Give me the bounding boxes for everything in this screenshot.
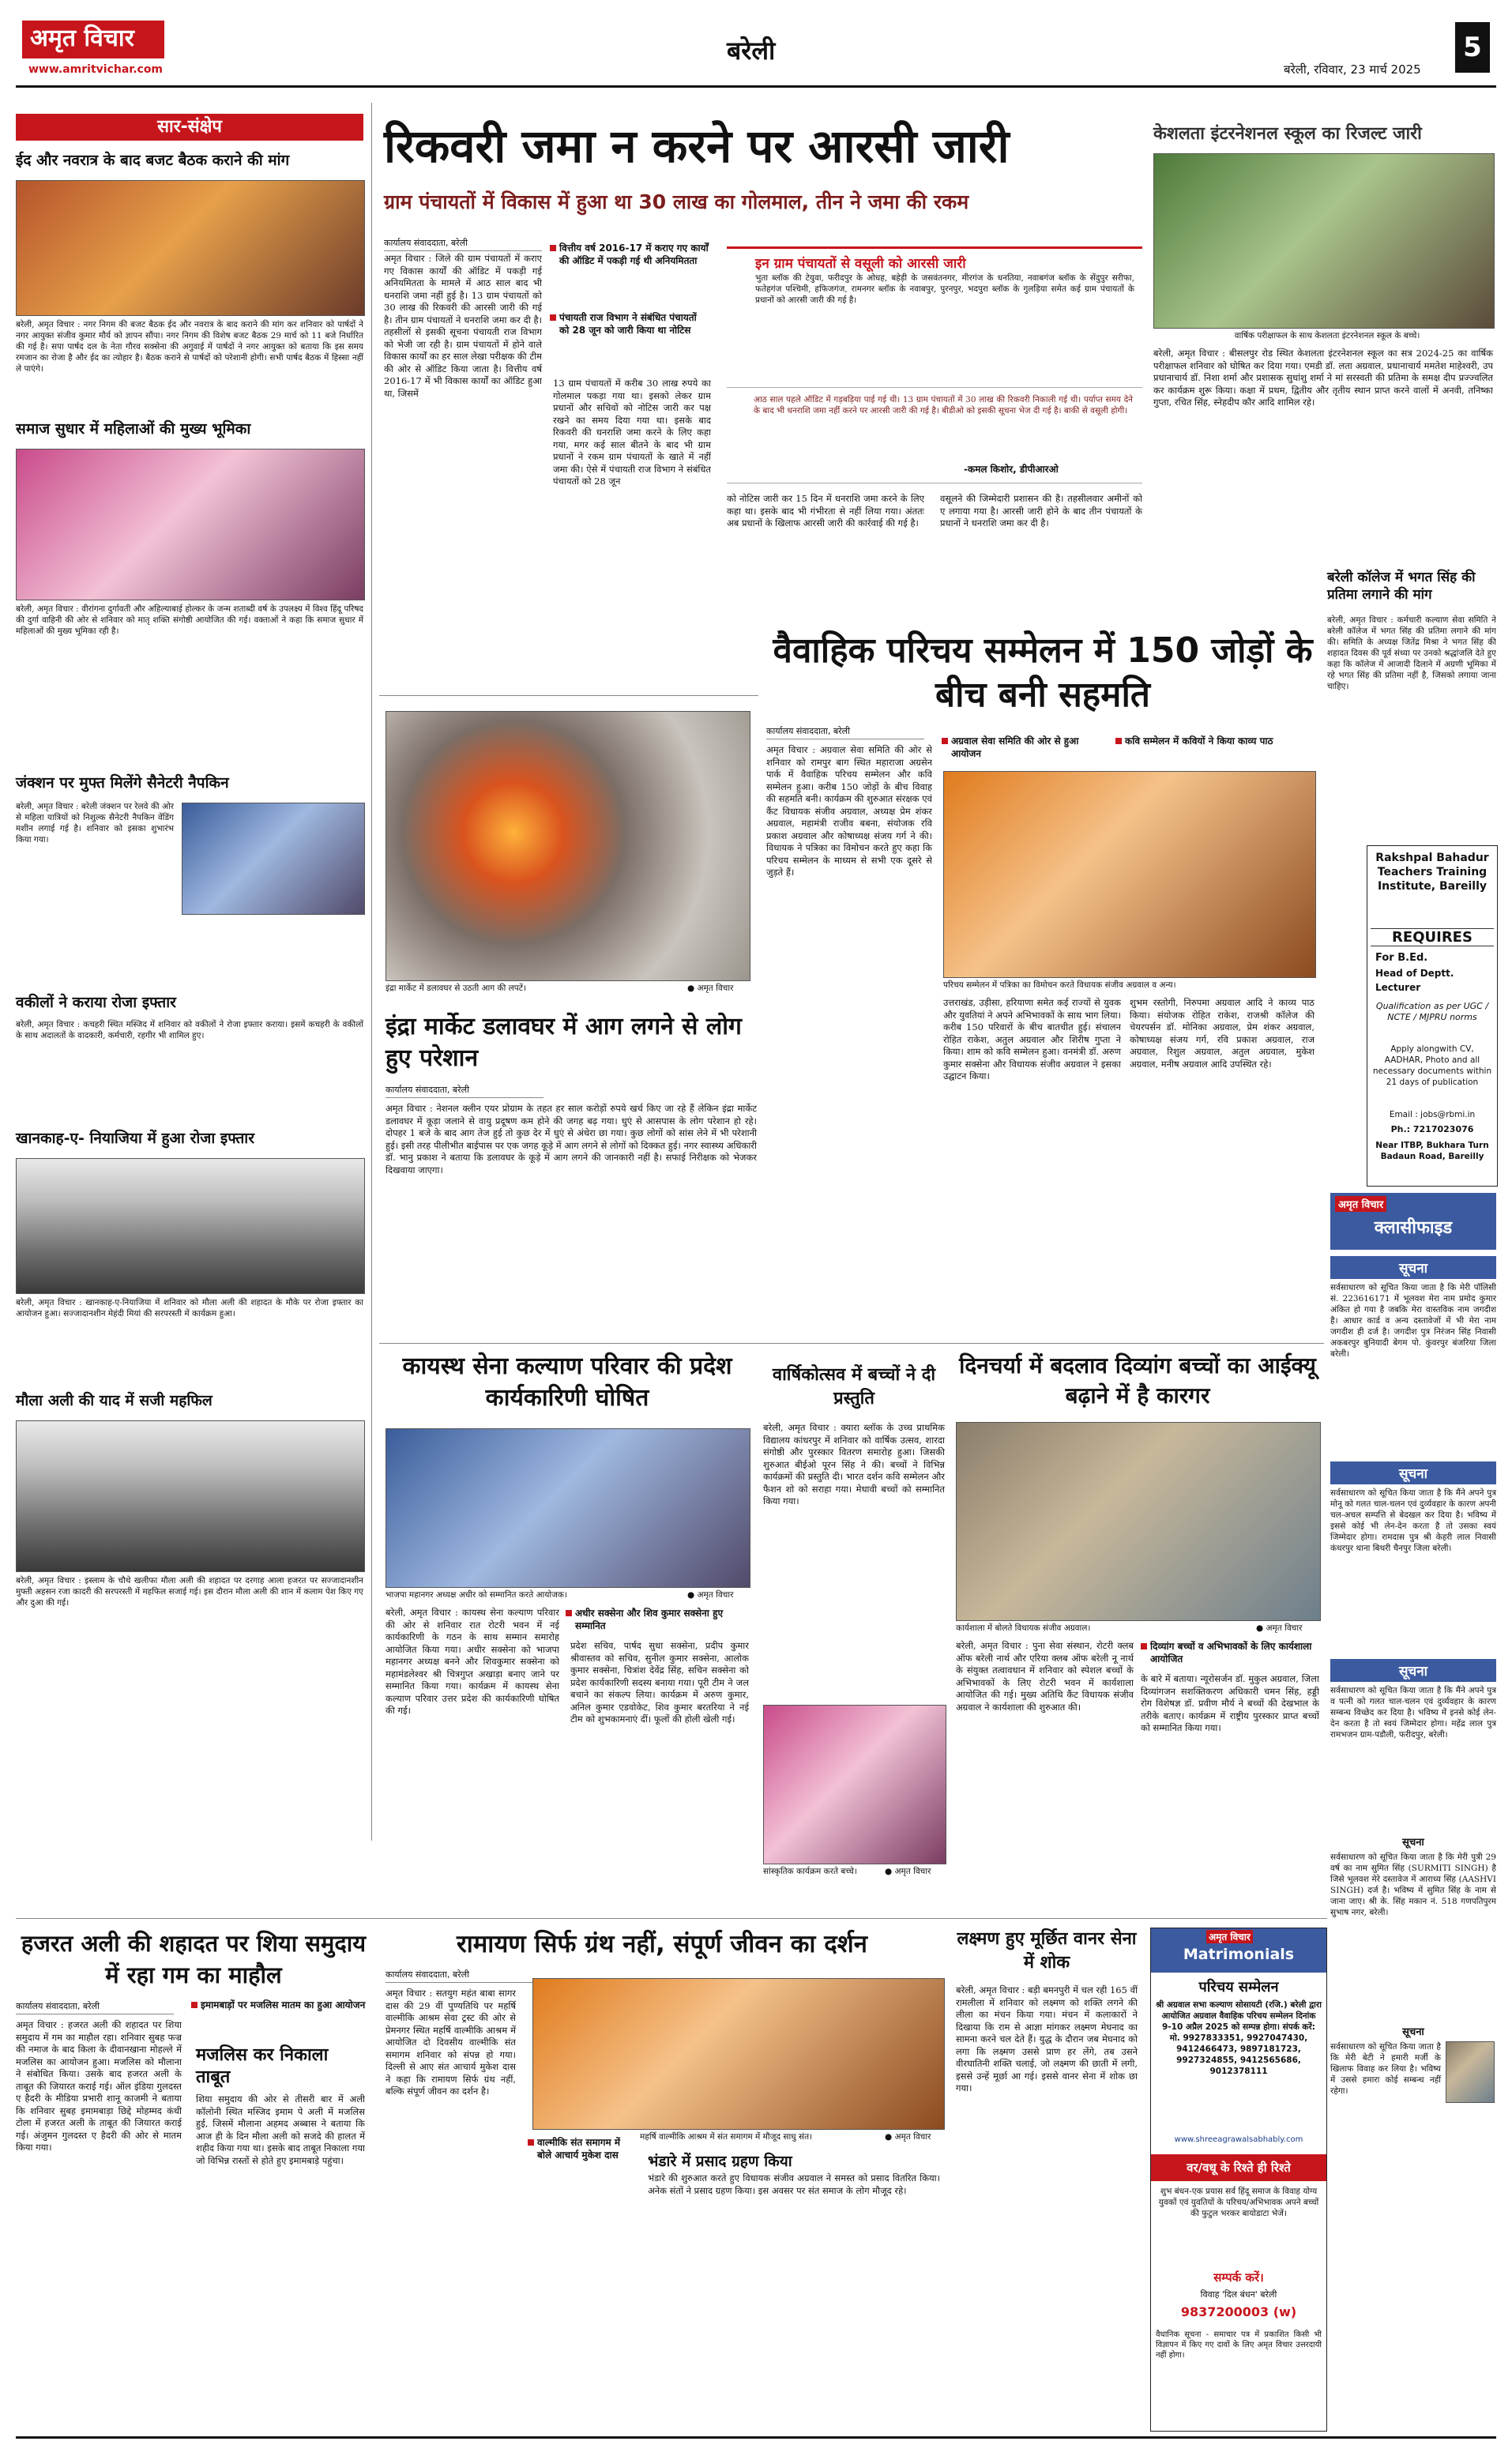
classified-header [1330, 1193, 1496, 1250]
bhagat-body: बरेली, अमृत विचार : कर्मचारी कल्याण सेवा समिति ने बरेली कॉलेज में भगत सिंह की प्रतिमा लगाने की मांग की। समिति के अध्यक्ष जितेंद्र मिश्रा ने भगत सिंह की शहादत दिवस की पूर्व संध्या पर उनको श्रद्धांजलि देते हुए कहा कि कॉलेज में आजादी दिलाने में अग्रणी भूमिका में रहे भगत सिंह की प्रतिमा नहीं है, जिसको लगाया जाना चाहिए। [1327, 615, 1496, 691]
ramayan-photo [532, 1978, 945, 2130]
marriage-caption: परिचय सम्मेलन में पत्रिका का विमोचन करते विधायक संजीव अग्रवाल व अन्य। [943, 980, 1176, 990]
lead-quote: आठ साल पहले ऑडिट में गड़बड़िया पाई गई थी। 13 ग्राम पंचायतों में 30 लाख की रिकवरी निकाली गई थी। पर्याप्त समय देने के बाद भी धनराशि जमा नहीं करने पर आरसी जारी की गई है। बीडीओ को इसकी सूचना भेज दी गई है। बाकी से वसूली होगी। [754, 395, 1133, 416]
classified-notice-text: सर्वसाधारण को सूचित किया जाता है कि मेरी बेटी ने हमारी मर्जी के खिलाफ विवाह कर लिया है। भविष्य में उससे हमारा कोई सम्बन्ध नहीं रहेगा। [1330, 2042, 1441, 2096]
classified-notice-head: सूचना [1330, 1461, 1496, 1484]
shia-box [191, 2038, 370, 2433]
school-headline: केशलता इंटरनेशनल स्कूल का रिजल्ट जारी [1153, 124, 1422, 144]
lead-body: को नोटिस जारी कर 15 दिन में धनराशि जमा करने के लिए कहा था। इसके बाद भी गंभीरता से नहीं लिया गया। अंततः अब प्रधानों के खिलाफ आरसी जारी की कार्रवाई की गई है। [727, 493, 924, 528]
ad-rakshpal-item: Lecturer [1375, 982, 1421, 993]
classified-notice-text: सर्वसाधारण को सूचित किया जाता है कि मेरी पुत्री 29 वर्ष का नाम सुमित सिंह (SURMITI SINGH) है जिसे भूलवश मेरे दस्तावेज में आराध्य सिंह (AASHVI SINGH) दर्ज है। भविष्य में सुमित सिंह के नाम से जाना जाए। श्री के. सिंह मकान नं. 518 गणपतिपुरम सुभाष नगर, बरेली। [1330, 1853, 1496, 1917]
lead-subhead: ग्राम पंचायतों में विकास में हुआ था 30 लाख का गोलमाल, तीन ने जमा की रकम [384, 190, 969, 213]
saar-item-body: बरेली, अमृत विचार : बरेली जंक्शन पर रेलवे की ओर से महिला यात्रियों को निशुल्क सैनेटरी नैपकिन वेंडिंग मशीन लगाई गई है। शनिवार को इसका शुभारंभ किया गया। [16, 802, 174, 844]
ad-parichay-text: श्री अग्रवाल सभा कल्याण सोसायटी (रजि.) बरेली द्वारा आयोजित अग्रवाल वैवाहिक परिचय सम्मेलन दिनांक 9-10 अप्रैल 2025 को सम्पन्न होगा। संपर्क करें: मो. 9927833351, 9927047430, 9412466473, 9897181723, 9927324855, 9412565686, 9012378111 [1156, 2000, 1322, 2076]
classified-notice-head: सूचना [1330, 1256, 1496, 1279]
ad-rakshpal-name: Rakshpal Bahadur Teachers Training Institute, Bareilly [1375, 852, 1489, 893]
ad-rakshpal-apply: Apply alongwith CV, AADHAR, Photo and all necessary documents within 21 days of publication [1372, 1044, 1492, 1087]
ad-disclaimer: वैधानिक सूचना - समाचार पत्र में प्रकाशित किसी भी विज्ञापन में किए गए दावों के लिए अमृत विचार उत्तरदायी नहीं होगा। [1156, 2330, 1322, 2360]
saar-column [16, 95, 363, 1920]
section-rule [16, 1918, 1327, 1919]
marriage-byline: कार्यालय संवाददाता, बरेली [766, 725, 924, 739]
annual-credit: ● अमृत विचार [885, 1867, 931, 1876]
divyang-photo [956, 1422, 1321, 1621]
lead-body: 13 ग्राम पंचायतों में करीब 30 लाख रुपये का गोलमाल पकड़ा गया था। इसको लेकर ग्राम प्रधानों और सचिवों को नोटिस जारी कर पक्ष रखने का समय दिया गया था। इसके बाद रिकवरी की धनराशि जमा करने के लिए कहा गया, मगर कई साल बीतने के बाद भी ग्राम प्रधानों ने रकम ग्राम पंचायतों के खाते में नहीं जमा की। ऐसे में पंचायती राज विभाग ने संबंधित पंचायतों को 28 जून [553, 378, 711, 487]
masthead-city: बरेली [727, 36, 776, 66]
lead-point: पंचायती राज विभाग ने संबंधित पंचायतों को 28 जून को जारी किया था नोटिस [559, 311, 709, 337]
bhagat-headline: बरेली कॉलेज में भगत सिंह की प्रतिमा लगाने की मांग [1327, 570, 1476, 603]
marriage-body: अमृत विचार : अग्रवाल सेवा समिति की ओर से शनिवार को रामपुर बाग स्थित महाराजा अग्रसेन पार्क में वैवाहिक परिचय सम्मेलन और कवि सम्मेलन हुआ। करीब 150 जोड़ों के बीच विवाह की सहमति बनी। कार्यक्रम की शुरुआत संरक्षक एवं कैंट विधायक संजीव अग्रवाल, अध्यक्ष प्रेम शंकर अग्रवाल, महामंत्री राजीव बबना, संयोजक रवि प्रकाश अग्रवाल और कोषाध्यक्ष संजय गर्ग ने की। विधायक ने पत्रिका का विमोचन करते हुए कहा कि परिचय सम्मेलन के माध्यम से सभी एक दूसरे से जुड़ते हैं। [766, 744, 932, 878]
marriage-body: शुभम रस्तोगी, निरुपमा अग्रवाल आदि ने काव्य पाठ किया। संयोजक रोहित राकेश, राजश्री कॉलेज की चेयरपर्सन डॉ. मोनिका अग्रवाल, प्रेम शंकर अग्रवाल, कोषाध्यक्ष संजय गर्ग, रवि प्रकाश अग्रवाल, राज अग्रवाल, रिशुल अग्रवाल, अतुल अग्रवाल, मुकेश अग्रवाल, मनीष अग्रवाल आदि उपस्थित रहे। [1130, 997, 1315, 1070]
saar-item-title: मौला अली की याद में सजी महफिल [16, 1392, 213, 1409]
lead-point: वित्तीय वर्ष 2016-17 में कराए गए कार्यों की ऑडिट में पकड़ी गई थी अनियमितता [559, 243, 709, 266]
ad-phone[interactable]: 9837200003 (w) [1180, 2304, 1297, 2319]
section-rule [379, 695, 758, 696]
lead-quote-author: -कमल किशोर, डीपीआरओ [964, 464, 1059, 475]
ad-sampark: सम्पर्क करें। [1213, 2270, 1264, 2285]
ad-parichay-website[interactable]: www.shreeagrawalsabhably.com [1174, 2135, 1303, 2144]
ramayan-caption: महर्षि वाल्मीकि आश्रम में संत समागम में मौजूद साधु संत। [640, 2132, 813, 2142]
ramayan-headline: रामायण सिर्फ ग्रंथ नहीं, संपूर्ण जीवन का दर्शन [457, 1930, 867, 1958]
ad-matrimonial[interactable] [1150, 1928, 1327, 2432]
section-rule [379, 1343, 1324, 1344]
ad-rakshpal-email[interactable]: Email : jobs@rbmi.in [1389, 1110, 1476, 1119]
ramayan-bhandara-title: भंडारे में प्रसाद ग्रहण किया [648, 2153, 792, 2170]
masthead-website[interactable]: www.amritvichar.com [28, 63, 164, 76]
classified-notice-text: सर्वसाधारण को सूचित किया जाता है कि मैंने अपने पुत्र मोनू को गलत चाल-चलन एवं दुर्व्यवहार के कारण अपनी चल-अचल सम्पत्ति से बेदखल कर दिया है। भविष्य में इससे कोई भी लेन-देन करता है तो उसका स्वयं जिम्मेदार होगा। रामदास पुत्र श्री केहरी लाल निवासी कंधरपुर थाना बिथरी चैनपुर जिला बरेली। [1330, 1488, 1496, 1553]
annual-body: बरेली, अमृत विचार : क्यारा ब्लॉक के उच्च प्राथमिक विद्यालय कांधरपुर में शनिवार को वार्षिक उत्सव, शारदा संगोष्ठी और पुरस्कार वितरण समारोह हुआ। जिसकी शुरुआत बीईओ पूरन सिंह ने की। बच्चों ने विभिन्न कार्यक्रमों की प्रस्तुति दी। भारत दर्शन कवि सम्मेलन और फैशन शो को सराहा गया। मेधावी बच्चों को सम्मानित किया गया। [763, 1422, 945, 1506]
ad-matrimonial-brand: अमृत विचार [1206, 1930, 1253, 1943]
marriage-point: कवि सम्मेलन में कवियों ने किया काव्य पाठ [1125, 735, 1299, 747]
dumping-caption: इंद्रा मार्केट में डलावघर से उठती आग की लपटें। [386, 984, 527, 993]
classified-notice-photo [1446, 2041, 1495, 2103]
masthead-page-number: 5 [1455, 22, 1490, 73]
ad-rakshpal-item: Head of Deptt. [1375, 968, 1454, 979]
saar-item-body: बरेली, अमृत विचार : वीरांगना दुर्गावती और अहिल्याबाई होल्कर के जन्म शताब्दी वर्ष के उपलक्ष्य में विश्व हिंदू परिषद की दुर्गा वाहिनी की ओर से शनिवार को मातृ शक्ति संगोष्ठी आयोजित की गई। वक्ताओं ने कहा कि समाज सुधार में महिलाओं की मुख्य भूमिका रही है। [16, 604, 363, 636]
divyang-body: बरेली, अमृत विचार : पुना सेवा संस्थान, रोटरी क्लब ऑफ बरेली नार्थ और एरिया क्लब ऑफ बरेली नू नार्थ के संयुक्त तत्वावधान में शनिवार को स्पेशल बच्चों के अभिभावकों के लिए रोटरी भवन में कार्यशाला आयोजित की गई। मुख्य अतिथि कैंट विधायक संजीव अग्रवाल ने कार्यशाला की शुरुआत की। [956, 1640, 1134, 1713]
lead-headline: रिकवरी जमा न करने पर आरसी जारी [384, 119, 1010, 173]
ad-rakshpal-qual: Qualification as per UGC / NCTE / MJPRU norms [1375, 1001, 1489, 1022]
shia-point: इमामबाड़ों पर मजलिस मातम का हुआ आयोजन [201, 1999, 368, 2011]
ramayan-bhandara-text: भंडारे की शुरुआत करते हुए विधायक संजीव अग्रवाल ने समस्त को प्रसाद वितरित किया। अनेक संतों ने प्रसाद ग्रहण किया। इस अवसर पर संत समाज के लोग मौजूद रहे। [648, 2172, 940, 2196]
kayastha-body: बरेली, अमृत विचार : कायस्थ सेना कल्याण परिवार की ओर से शनिवार रात रोटरी भवन में नई कार्यकारिणी के गठन के साथ सम्मान समारोह आयोजित किया गया। अधीर सक्सेना को भाजपा महानगर अध्यक्ष बनने और शिवकुमार सक्सेना को महामंडलेश्वर श्री चित्रगुप्त अखाड़ा बनाए जाने पर सम्मानित किया गया। कार्यक्रम में कायस्थ सेना कल्याण परिवार उत्तर प्रदेश की कार्यकारिणी घोषित की गई। [386, 1607, 559, 1716]
saar-item-body-extra [16, 921, 363, 984]
lakshman-body: बरेली, अमृत विचार : बड़ी बमनपुरी में चल रही 165 वीं रामलीला में शनिवार को लक्ष्मण को शक्ति लगने की लीला का मंचन किया गया। मंचन में कलाकारों ने दिखाया कि राम से आज्ञा मांगकर लक्ष्मण मेघनाद का सामना करने चल देते हैं। युद्ध के दौरान जब मेघनाद को लगा कि लक्ष्मण उससे प्राण हर लेंगे, तब उसने वीरघातिनी शक्ति चलाई, जो लक्ष्मण की छाती में लगी, इससे उन्हें मूर्छा आ गई। इससे वानर सेना में शोक छा गया। [956, 1984, 1138, 2093]
ad-matrimonial-header [1151, 1928, 1326, 1973]
kayastha-photo [386, 1428, 750, 1588]
bhagat-box [1327, 569, 1496, 837]
saar-item-photo [16, 449, 365, 600]
shia-byline: कार्यालय संवाददाता, बरेली [16, 2000, 174, 2014]
divyang-headline: दिनचर्या में बदलाव दिव्यांग बच्चों का आईक्यू बढ़ाने में है कारगर [959, 1352, 1316, 1409]
shia-box-text: शिया समुदाय की ओर से तीसरी बार में अली कॉलोनी स्थित मस्जिद इमाम पे अली में मजलिस हुई, जिसमें मौलाना अहमद अब्बास ने बताया कि आज ही के दिन मौला अली को सजदे की हालत में शहीद किया गया था। इसके बाद ताबूत निकाला गया जो विभिन्न रास्तों से होते हुए इमामबाड़े पहुंचा। [196, 2093, 365, 2166]
classified-notice-text: सर्वसाधारण को सूचित किया जाता है कि मैंने अपने पुत्र व पत्नी को गलत चाल-चलन एवं दुर्व्यवहार के कारण सम्बन्ध विच्छेद कर दिया है। भविष्य में इनसे कोई लेन-देन करता है तो स्वयं जिम्मेदार होगा। महेंद्र लाल पुत्र रामभजन ग्राम-पडौली, फरीदपुर, बरेली। [1330, 1686, 1496, 1740]
classified-notice-head: सूचना [1402, 1837, 1424, 1849]
saar-item-body: बरेली, अमृत विचार : कचहरी स्थित मस्जिद में शनिवार को वकीलों ने रोजा इफ्तार कराया। इसमें कचहरी के वकीलों के साथ अदालतों के वादकारी, कर्मचारी, रहगीर भी शामिल हुए। [16, 1020, 363, 1040]
dumping-headline: इंद्रा मार्केट डलावघर में आग लगने से लोग हुए परेशान [386, 1013, 742, 1072]
lakshman-headline: लक्ष्मण हुए मूर्छित वानर सेना में शोक [957, 1929, 1137, 1973]
footer-rule [16, 2436, 1496, 2439]
ramayan-byline: कार्यालय संवाददाता, बरेली [386, 1969, 543, 1983]
marriage-point: अग्रवाल सेवा समिति की ओर से हुआ आयोजन [951, 735, 1109, 760]
saar-item-title: जंक्शन पर मुफ्त मिलेंगे सैनेटरी नैपकिन [16, 774, 229, 792]
lead-body: वसूलने की जिम्मेदारी प्रशासन की है। तहसीलवार अमीनों को ए लगाया गया है। आरसी जारी होने के बाद तीन पंचायतों के प्रधानों ने धनराशि जमा कर दी है। [940, 493, 1142, 528]
saar-item-title: समाज सुधार में महिलाओं की मुख्य भूमिका [16, 420, 251, 438]
ad-rakshpal-for: For B.Ed. [1375, 952, 1428, 964]
ad-var-title: वर/वधू के रिश्ते ही रिश्ते [1151, 2154, 1326, 2181]
kayastha-headline: कायस्थ सेना कल्याण परिवार की प्रदेश कार्यकारिणी घोषित [402, 1352, 732, 1412]
classified-title: क्लासीफाइड [1374, 1218, 1453, 1238]
divyang-point: दिव्यांग बच्चों व अभिभावकों के लिए कार्यशाला आयोजित [1150, 1640, 1318, 1665]
classified-column [1330, 1193, 1496, 2425]
classified-notice [1330, 1833, 1496, 2014]
ad-rakshpal-address: Near ITBP, Bukhara Turn Badaun Road, Bareilly [1375, 1141, 1489, 1161]
saar-item-photo [182, 803, 365, 915]
lead-box-text: भुता ब्लॉक की टेयुवा, फरीदपुर के ओधह, बहेड़ी के जसवंतनगर, मीरगंज के धनतिया, नवाबगंज ब्लॉक के सेंदुपुर सरीफा, फतेहगंज पश्चिमी, हफिजगंज, रामनगर ब्लॉक के नवाबपुर, पुरनपुर, भदपुरा ब्लॉक के गुलड़िया समेत कई ग्राम पंचायतों के प्रधानों को आरसी जारी की गई है। [755, 273, 1134, 305]
kayastha-point: अधीर सक्सेना और शिव कुमार सक्सेना हुए सम्मानित [575, 1607, 747, 1632]
lead-body: अमृत विचार : जिले की ग्राम पंचायतों में कराए गए विकास कार्यों की ऑडिट में पकड़ी गई अनियमितता के मामले में आठ साल बाद भी धनराशि जमा नहीं हुई है। 13 ग्राम पंचायतों को 30 लाख की रिकवरी की आरसी जारी की गई है। तीन ग्राम पंचायतों ने धनराशि जमा कर दी है। तहसीलों से इसकी सूचना पंचायती राज विभाग को भेजी जा रही है। ग्राम पंचायतों में होने वाले विकास कार्यों का हर साल लेखा परीक्षक की टीम की ओर से ऑडिट किया जाता है। वित्तीय वर्ष 2016-17 में भी विकास कार्यों का ऑडिट हुआ था, जिसमें [384, 253, 542, 399]
ramayan-point: वाल्मीकि संत समागम में बोले आचार्य मुकेश दास [537, 2136, 632, 2161]
classified-notice [1330, 1256, 1496, 1454]
saar-item-title: खानकाह-ए- नियाजिया में हुआ रोजा इफ्तार [16, 1130, 255, 1147]
dumping-photo [386, 711, 750, 981]
kayastha-body: प्रदेश सचिव, पार्षद सुधा सक्सेना, प्रदीप कुमार श्रीवास्तव को सचिव, सुनील कुमार सक्सेना, आलोक कुमार सक्सेना, चित्रांश देवेंद्र सिंह, सचिन सक्सेना को प्रदेश कार्यकारिणी सदस्य बनाया गया। पूरी टीम ने जल बचाने का संकल्प लिया। कार्यक्रम में अरुण कुमार, अनिल कुमार एडवोकेट, शिव कुमार बरतरिया ने नई टीम को शुभकामनाएं दीं। फूलों की होली खेली गई। [570, 1640, 749, 1725]
saar-item-photo [16, 180, 365, 316]
masthead-dateline: बरेली, रविवार, 23 मार्च 2025 [1284, 62, 1421, 77]
shia-body: अमृत विचार : हजरत अली की शहादत पर शिया समुदाय में गम का माहौल रहा। शनिवार सुबह फज्र की नमाज के बाद किला के दीवानखाना मोहल्ले में मजलिस का आयोजन हुआ। मजलिस को मौलाना ने संबोधित किया। उसके बाद हजरत अली के ताबूत की जियारत कराई गई। ऑल इंडिया गुलदस्त ए हैदरी के मीडिया प्रभारी शानू काजमी ने बताया कि शनिवार सुबह इमामबाड़ा छिद्दे मोहम्मद कंधी टोला में हजरत अली के ताबूत की जियारत कराई गई। अंजुमन गुलदस्त ए हैदरी की ओर से मातम किया गया। [16, 2019, 182, 2153]
masthead [0, 0, 1512, 93]
saar-item-body: बरेली, अमृत विचार : खानकाह-ए-नियाजिया में शनिवार को मौला अली की शहादत के मौके पर रोजा इफ्तार का आयोजन हुआ। सज्जादानशीन मेहंदी मियां की सरपरस्ती में कार्यक्रम हुआ। [16, 1298, 363, 1318]
ramayan-credit: ● अमृत विचार [885, 2132, 931, 2142]
kayastha-caption: भाजपा महानगर अध्यक्ष अधीर को सम्मानित करते आयोजक। [386, 1590, 567, 1600]
school-body: बरेली, अमृत विचार : बीसलपुर रोड स्थित केशलता इंटरनेशनल स्कूल का सत्र 2024-25 का वार्षिक परीक्षाफल शनिवार को घोषित कर दिया गया। एमडी डॉ. लता अग्रवाल, प्रधानाचार्य ममतेश माहेश्वरी, उप प्रधानाचार्य डॉ. निशा शर्मा और प्रशासक सुधांशु शर्मा ने मां सरस्वती की प्रतिमा के समक्ष दीप प्रज्ज्वलित कर कार्यक्रम शुरू किया। कक्षा में प्रथम, द्वितीय और तृतीय स्थान प्राप्त करने वालों में अनवी, तनिष्का गुप्ता, रचित सिंह, स्नेहदीप कौर आदि शामिल रहे। [1153, 348, 1493, 408]
lead-box-title: इन ग्राम पंचायतों से वसूली को आरसी जारी [755, 256, 966, 272]
saar-item-title: वकीलों ने कराया रोजा इफ्तार [16, 994, 176, 1011]
ramayan-body: अमृत विचार : सतयुग महंत बाबा सागर दास की 29 वीं पुण्यतिथि पर महर्षि वाल्मीकि आश्रम सेवा ट्रस्ट की ओर से प्रेमनगर स्थित महर्षि वाल्मीकि आश्रम में आयोजित दो दिवसीय वाल्मीकि संत समागम शनिवार को संपन्न हो गया। दिल्ली से आए संत आचार्य मुकेश दास ने कहा कि रामायण सिर्फ ग्रंथ नहीं, बल्कि संपूर्ण जीवन का दर्शन है। [386, 1988, 516, 2097]
marriage-headline: वैवाहिक परिचय सम्मेलन में 150 जोड़ों के बीच बनी सहमति [773, 630, 1313, 715]
marriage-body: उत्तराखंड, उड़ीसा, हरियाणा समेत कई राज्यों से युवक और युवतियां ने अपने अभिभावकों के साथ भाग लिया। करीब 150 परिवारों के बीच बातचीत हुई। संचालन रोहित राकेश, अतुल अग्रवाल और शिरीष गुप्ता ने किया। शाम को कवि सम्मेलन हुआ। वनमंत्री डॉ. अरुण कुमार सक्सेना और विधायक संजीव अग्रवाल ने इसका उद्घाटन किया। [943, 997, 1121, 1081]
divyang-caption: कार्यशाला में बोलते विधायक संजीव अग्रवाल। [956, 1623, 1091, 1633]
saar-section-label: सार-संक्षेप [16, 114, 363, 141]
classified-notice [1330, 2022, 1496, 2133]
shia-headline: हजरत अली की शहादत पर शिया समुदाय में रहा गम का माहौल [21, 1930, 367, 1988]
saar-item-title: ईद और नवरात्र के बाद बजट बैठक कराने की मांग [16, 152, 290, 169]
school-photo [1153, 153, 1495, 329]
marriage-photo [943, 771, 1316, 978]
ad-rakshpal-phone[interactable]: Ph.: 7217023076 [1390, 1124, 1474, 1134]
dumping-body: अमृत विचार : नेशनल क्लीन एयर प्रोग्राम के तहत हर साल करोड़ों रुपये खर्च किए जा रहे हैं लेकिन इंद्रा मार्केट डलावघर में कूड़ा जलाने से वायु प्रदूषण कम होने की जगह बढ़ गया। धुएं से आसपास के लोग परेशान हो रहे। दोपहर 1 बजे के बाद आग तेज हुई तो कुछ देर में धुएं से अंधेरा छा गया। कुछ लोगों को सांस लेने में भी परेशानी हुई। इसी तरह पीलीभीत बाईपास पर एक जगह कूड़े में आग लगने से लोगों को दिक्कत हुई। नगर स्वास्थ्य अधिकारी डॉ. भानु प्रकाश ने बताया कि डलावघर के कूड़े में आग लगने की जानकारी नहीं है। सफाई निरीक्षक को भेजकर दिखवाया जाएगा। [386, 1103, 757, 1175]
dumping-byline: कार्यालय संवाददाता, बरेली [386, 1084, 543, 1098]
shia-box-title: मजलिस कर निकाला ताबूत [196, 2045, 329, 2087]
masthead-brand: अमृत विचार [30, 24, 134, 52]
ad-matrimonial-title: Matrimonials [1183, 1946, 1295, 1963]
annual-headline: वार्षिकोत्सव में बच्चों ने दी प्रस्तुति [772, 1365, 936, 1409]
masthead-rule [16, 85, 1496, 88]
saar-item-body: बरेली, अमृत विचार : इस्लाम के चौथे खलीफा मौला अली की शहादत पर दरगाह आला हजरत पर सज्जादानशीन मुफ्ती अहसन रजा कादरी की सरपरस्ती में महफिल सजाई गई। इस दौरान मौला अली की शान में कलाम पेश किए गए और दुआ की गई। [16, 1576, 363, 1608]
classified-notice [1330, 1659, 1496, 1825]
classified-notice-head: सूचना [1402, 2026, 1424, 2038]
saar-item-photo [16, 1158, 365, 1294]
classified-notice-text: सर्वसाधारण को सूचित किया जाता है कि मेरी पॉलिसी सं. 223616171 में भूलवश मेरा नाम प्रमोद कुमार अंकित हो गया है जबकि मेरा वास्तविक नाम जगदीश है। आधार कार्ड व अन्य दस्तावेजों में भी मेरा नाम जगदीश ही दर्ज है। जगदीश पुत्र निरंजन सिंह निवासी अकबरपुर बुनियादी बेगम पो. कुंवरपुर बंजरिया जिला बरेली। [1330, 1283, 1496, 1359]
dumping-credit: ● अमृत विचार [687, 984, 734, 993]
annual-photo [763, 1705, 946, 1864]
annual-caption: सांस्कृतिक कार्यक्रम करते बच्चे। [763, 1867, 857, 1876]
ad-rakshpal[interactable] [1367, 845, 1498, 1187]
lead-quote-box [727, 387, 1142, 483]
lead-box [727, 246, 1142, 382]
school-caption: वार्षिक परीक्षाफल के साथ केशलता इंटरनेशनल स्कूल के बच्चे। [1234, 331, 1420, 340]
saar-item-photo [16, 1420, 365, 1572]
classified-notice [1330, 1461, 1496, 1651]
ad-var-text: शुभ बंधन-एक प्रयास सर्व हिंदू समाज के विवाह योग्य युवकों एवं युवतियों के परिचय/अभिभावक अपने बच्चों की फुटुल भरकर बायोडाटा भेजें। [1158, 2187, 1319, 2218]
column-divider [371, 103, 372, 1841]
lead-byline: कार्यालय संवाददाता, बरेली [384, 237, 542, 251]
classified-brand: अमृत विचार [1335, 1196, 1386, 1212]
kayastha-credit: ● अमृत विचार [687, 1590, 734, 1600]
saar-item-body: बरेली, अमृत विचार : नगर निगम की बजट बैठक ईद और नवरात्र के बाद कराने की मांग कर शनिवार को पार्षदों ने नगर आयुक्त संजीव कुमार मौर्य को ज्ञापन सौंपा। नगर निगम की विशेष बजट बैठक 29 मार्च को 11 बजे निर्धारित की गई है। सपा पार्षद दल के नेता गौरव सक्सेना की अगुवाई में पार्षदों ने नगर आयुक्त को बताया कि इस समय रमजान का रोजा है और ईद का त्योहार है। बैठक कराने से पार्षदों को परेशानी होगी। सभी पार्षद बैठक में हिस्सा नहीं ले पाएंगे। [16, 320, 363, 374]
ad-rakshpal-requires: REQUIRES [1371, 928, 1494, 946]
ad-sampark-address: विवाह 'दिल बंधन' बरेली [1200, 2289, 1277, 2300]
divyang-body: के बारे में बताया। न्यूरोसर्जन डॉ. मुकुल अग्रवाल, जिला दिव्यांगजन सशक्तिकरण अधिकारी चमन सिंह, हड्डी रोग विशेषज्ञ डॉ. प्रवीण मौर्य ने बच्चों की देखभाल के तरीके बताए। कार्यक्रम में राष्ट्रीय पुरस्कार प्राप्त बच्चों को सम्मानित किया गया। [1141, 1673, 1319, 1733]
ad-parichay-title: परिचय सम्मेलन [1198, 1979, 1279, 1995]
divyang-credit: ● अमृत विचार [1256, 1623, 1303, 1633]
classified-notice-head: सूचना [1330, 1659, 1496, 1682]
